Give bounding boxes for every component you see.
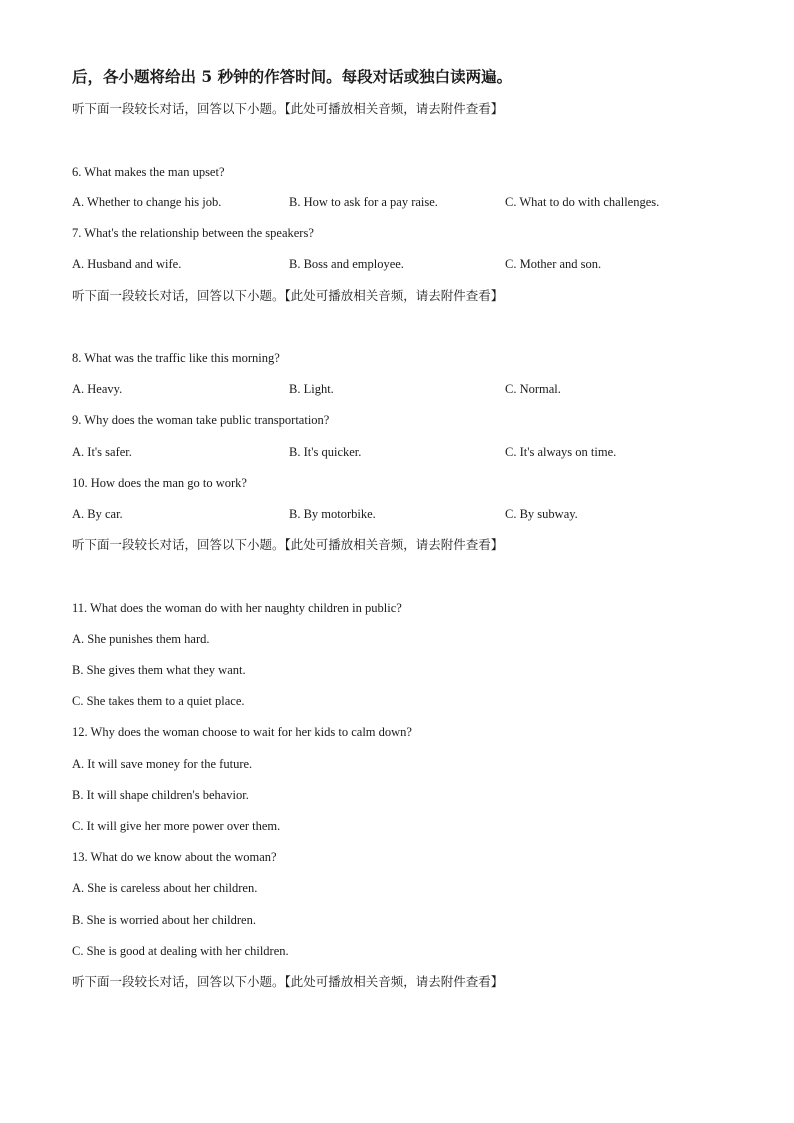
question-9: 9. Why does the woman take public transportation? bbox=[72, 413, 330, 427]
question-12: 12. Why does the woman choose to wait for her kids to calm down? bbox=[72, 725, 412, 739]
option-10c: C. By subway. bbox=[505, 507, 578, 521]
question-7: 7. What's the relationship between the speakers? bbox=[72, 226, 314, 240]
option-12a: A. It will save money for the future. bbox=[72, 757, 253, 771]
option-9a: A. It's safer. bbox=[72, 445, 132, 459]
option-11c: C. She takes them to a quiet place. bbox=[72, 694, 245, 708]
options-row-8 bbox=[0, 381, 794, 397]
question-13: 13. What do we know about the woman? bbox=[72, 850, 277, 864]
audio-instruction-3: 听下面一段较长对话，回答以下小题。【此处可播放相关音频，请去附件查看】 bbox=[72, 537, 504, 552]
option-10a: A. By car. bbox=[72, 507, 123, 521]
question-10: 10. How does the man go to work? bbox=[72, 476, 247, 490]
options-row-6 bbox=[0, 194, 794, 210]
option-7b: B. Boss and employee. bbox=[289, 257, 404, 271]
audio-instruction-2: 听下面一段较长对话，回答以下小题。【此处可播放相关音频，请去附件查看】 bbox=[72, 288, 504, 303]
options-row-9 bbox=[0, 444, 794, 460]
option-6a: A. Whether to change his job. bbox=[72, 195, 222, 209]
section-heading: 后，各小题将给出 5 秒钟的作答时间。每段对话或独白读两遍。 bbox=[72, 67, 513, 86]
option-11a: A. She punishes them hard. bbox=[72, 632, 210, 646]
audio-instruction-4: 听下面一段较长对话，回答以下小题。【此处可播放相关音频，请去附件查看】 bbox=[72, 974, 504, 989]
option-8b: B. Light. bbox=[289, 382, 334, 396]
option-9c: C. It's always on time. bbox=[505, 445, 617, 459]
option-7c: C. Mother and son. bbox=[505, 257, 602, 271]
option-13a: A. She is careless about her children. bbox=[72, 881, 258, 895]
audio-instruction-1: 听下面一段较长对话，回答以下小题。【此处可播放相关音频，请去附件查看】 bbox=[72, 101, 504, 116]
option-13b: B. She is worried about her children. bbox=[72, 913, 256, 927]
option-12c: C. It will give her more power over them. bbox=[72, 819, 281, 833]
option-11b: B. She gives them what they want. bbox=[72, 663, 246, 677]
option-6b: B. How to ask for a pay raise. bbox=[289, 195, 438, 209]
option-8c: C. Normal. bbox=[505, 382, 561, 396]
option-8a: A. Heavy. bbox=[72, 382, 123, 396]
question-6: 6. What makes the man upset? bbox=[72, 165, 225, 179]
option-13c: C. She is good at dealing with her children. bbox=[72, 944, 289, 958]
options-row-7 bbox=[0, 256, 794, 272]
options-row-10 bbox=[0, 506, 794, 522]
option-7a: A. Husband and wife. bbox=[72, 257, 182, 271]
option-6c: C. What to do with challenges. bbox=[505, 195, 660, 209]
question-11: 11. What does the woman do with her naughty children in public? bbox=[72, 601, 402, 615]
question-8: 8. What was the traffic like this morning? bbox=[72, 351, 280, 365]
option-10b: B. By motorbike. bbox=[289, 507, 376, 521]
option-12b: B. It will shape children's behavior. bbox=[72, 788, 249, 802]
option-9b: B. It's quicker. bbox=[289, 445, 362, 459]
